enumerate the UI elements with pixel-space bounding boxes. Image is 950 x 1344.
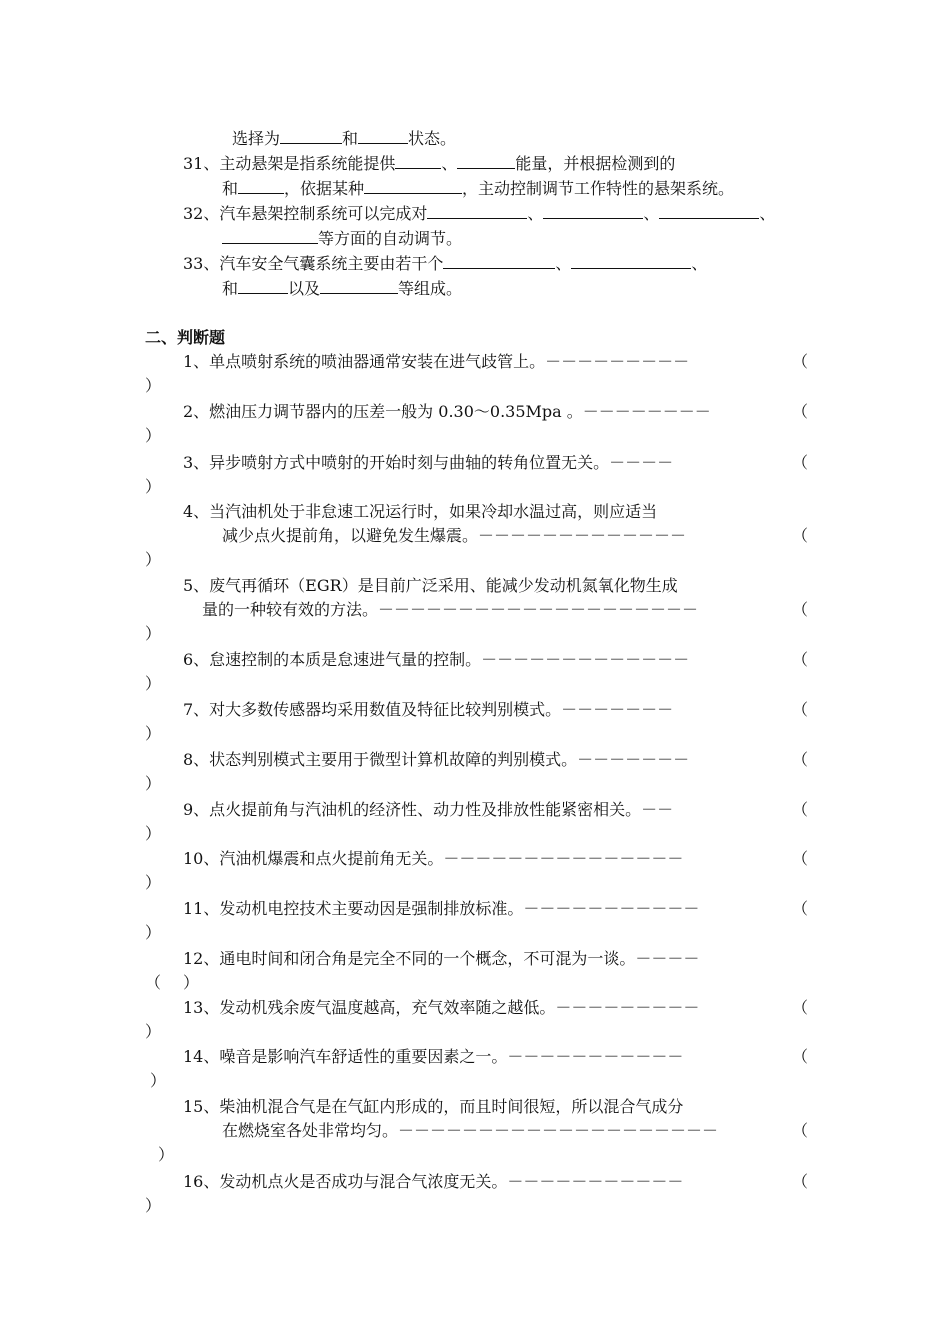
text-fragment: 汽车悬架控制系统可以完成对: [219, 204, 428, 223]
blank-line: [238, 278, 288, 294]
q32-line2: [222, 228, 462, 250]
blank-line: [457, 153, 515, 169]
answer-paren-close: ）: [158, 1145, 175, 1164]
blank-line: [427, 203, 527, 219]
question-number: 32、: [183, 204, 220, 223]
judgment-item-14: 14、噪音是影响汽车舒适性的重要因素之一。－－－－－－－－－－－: [183, 1047, 684, 1066]
blank-line: [320, 278, 398, 294]
text-fragment: 和: [222, 279, 239, 298]
q33-line1: [183, 253, 707, 275]
answer-paren-close: ）: [145, 550, 162, 569]
text-fragment: 主动悬架是指系统能提供: [219, 154, 396, 173]
judgment-item-10: 10、汽油机爆震和点火提前角无关。－－－－－－－－－－－－－－－: [183, 849, 684, 868]
answer-paren-open: （: [792, 1172, 809, 1191]
q31-line1: [183, 153, 675, 175]
judgment-item-4: 4、当汽油机处于非怠速工况运行时，如果冷却水温过高，则应适当: [183, 502, 658, 521]
judgment-item-3: 3、异步喷射方式中喷射的开始时刻与曲轴的转角位置无关。－－－－: [183, 453, 674, 472]
blank-line: [358, 128, 408, 144]
judgment-item-13: 13、发动机残余废气温度越高，充气效率随之越低。－－－－－－－－－: [183, 998, 700, 1017]
text-fragment: 、: [441, 154, 458, 173]
text-fragment: ，主动控制调节工作特性的悬架系统。: [462, 179, 735, 198]
judgment-item-7: 7、对大多数传感器均采用数值及特征比较判别模式。－－－－－－－: [183, 700, 674, 719]
answer-paren-open: （: [792, 899, 809, 918]
answer-paren-open: （: [792, 650, 809, 669]
judgment-item-8: 8、状态判别模式主要用于微型计算机故障的判别模式。－－－－－－－: [183, 750, 690, 769]
blank-line: [222, 228, 318, 244]
answer-paren-open: （: [792, 402, 809, 421]
judgment-item-15-cont: 在燃烧室各处非常均匀。－－－－－－－－－－－－－－－－－－－－: [222, 1121, 719, 1140]
q33-line2: [222, 278, 462, 300]
answer-paren-close: ）: [183, 973, 200, 992]
answer-paren-close: ）: [145, 426, 162, 445]
answer-paren-open: （: [145, 973, 162, 992]
text-fragment: 、: [527, 204, 544, 223]
blank-line: [364, 178, 462, 194]
text-fragment: 和: [222, 179, 239, 198]
q32-line1: [183, 203, 775, 225]
text-fragment: ，依据某种: [284, 179, 365, 198]
answer-paren-open: （: [792, 453, 809, 472]
text-fragment: 、: [555, 254, 572, 273]
answer-paren-close: ）: [145, 824, 162, 843]
blank-line: [571, 253, 691, 269]
answer-paren-close: ）: [150, 1071, 167, 1090]
text-fragment: 、: [759, 204, 776, 223]
judgment-item-15: 15、柴油机混合气是在气缸内形成的，而且时间很短，所以混合气成分: [183, 1097, 684, 1116]
judgment-item-4-cont: 减少点火提前角，以避免发生爆震。－－－－－－－－－－－－－: [222, 526, 687, 545]
judgment-item-12: 12、通电时间和闭合角是完全不同的一个概念，不可混为一谈。－－－－: [183, 949, 700, 968]
judgment-item-5: 5、废气再循环（EGR）是目前广泛采用、能减少发动机氮氧化物生成: [183, 576, 678, 595]
answer-paren-close: ）: [145, 624, 162, 643]
answer-paren-close: ）: [145, 477, 162, 496]
question-number: 31、: [183, 154, 220, 173]
question-number: 33、: [183, 254, 220, 273]
judgment-item-16: 16、发动机点火是否成功与混合气浓度无关。－－－－－－－－－－－: [183, 1172, 684, 1191]
q31-line2: [222, 178, 734, 200]
answer-paren-open: （: [792, 849, 809, 868]
text-fragment: 能量，并根据检测到的: [515, 154, 676, 173]
answer-paren-open: （: [792, 750, 809, 769]
text-fragment: 状态。: [408, 129, 457, 148]
answer-paren-open: （: [792, 800, 809, 819]
answer-paren-close: ）: [145, 923, 162, 942]
answer-paren-close: ）: [145, 376, 162, 395]
text-fragment: 等组成。: [398, 279, 463, 298]
text-fragment: 和: [342, 129, 359, 148]
answer-paren-open: （: [792, 1047, 809, 1066]
text-fragment: 选择为: [232, 129, 281, 148]
text-fragment: 、: [691, 254, 708, 273]
answer-paren-close: ）: [145, 724, 162, 743]
blank-line: [280, 128, 342, 144]
answer-paren-open: （: [792, 1121, 809, 1140]
answer-paren-open: （: [792, 700, 809, 719]
answer-paren-open: （: [792, 998, 809, 1017]
answer-paren-open: （: [792, 352, 809, 371]
answer-paren-open: （: [792, 526, 809, 545]
judgment-item-11: 11、发动机电控技术主要动因是强制排放标准。－－－－－－－－－－－: [183, 899, 700, 918]
blank-line: [659, 203, 759, 219]
judgment-item-2: 2、燃油压力调节器内的压差一般为 0.30～0.35Mpa 。－－－－－－－－: [183, 402, 711, 421]
blank-line: [443, 253, 555, 269]
q30-continuation: [232, 128, 456, 150]
judgment-item-9: 9、点火提前角与汽油机的经济性、动力性及排放性能紧密相关。－－: [183, 800, 674, 819]
blank-line: [395, 153, 441, 169]
text-fragment: 等方面的自动调节。: [318, 229, 463, 248]
answer-paren-close: ）: [145, 1022, 162, 1041]
text-fragment: 、: [643, 204, 660, 223]
text-fragment: 以及: [288, 279, 321, 298]
answer-paren-open: （: [792, 600, 809, 619]
judgment-item-5-cont: 量的一种较有效的方法。－－－－－－－－－－－－－－－－－－－－: [202, 600, 699, 619]
text-fragment: 汽车安全气囊系统主要由若干个: [219, 254, 444, 273]
judgment-item-6: 6、怠速控制的本质是怠速进气量的控制。－－－－－－－－－－－－－: [183, 650, 690, 669]
answer-paren-close: ）: [145, 1196, 162, 1215]
section-title: 二、判断题: [145, 328, 226, 347]
blank-line: [543, 203, 643, 219]
judgment-item-1: 1、单点喷射系统的喷油器通常安装在进气歧管上。－－－－－－－－－: [183, 352, 690, 371]
blank-line: [238, 178, 284, 194]
answer-paren-close: ）: [145, 873, 162, 892]
answer-paren-close: ）: [145, 674, 162, 693]
answer-paren-close: ）: [145, 774, 162, 793]
